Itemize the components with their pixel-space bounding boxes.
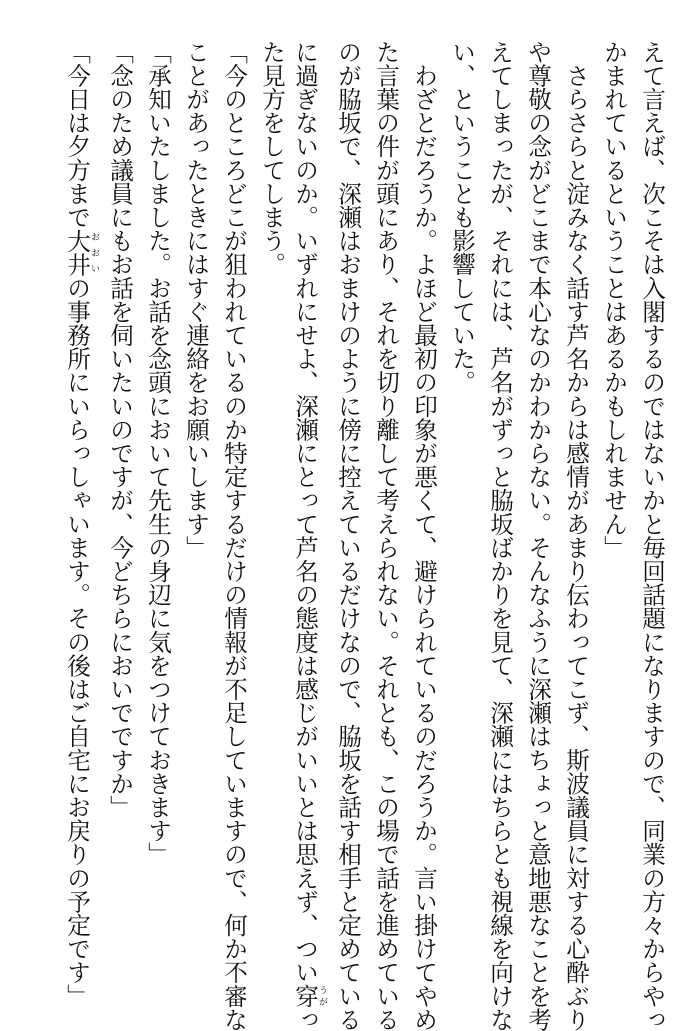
text-line-with-ruby [65, 40, 99, 1008]
text-line: えて言えば、次こそは入閣するのではないかと毎回話題になりますので、同業の方々からやっ [638, 40, 666, 1031]
text-line: た言葉の件が頭にあり、それを切り離して考えられない。それとも、この場で話を進めている [372, 40, 400, 1031]
text-segment: の事務所にいらっしゃいます。その後はご自宅にお戻りの予定です」 [63, 276, 91, 1008]
text-line: わざとだろうか。よほど最初の印象が悪くて、避けられているのだろうか。言い掛けてやめ [410, 40, 438, 1031]
text-line: さらさらと淀みなく話す芦名からは感情があまり伝わってこず、斯波議員に対する心酔ぶり [562, 40, 590, 1031]
text-line: 「今のところどこが狙われているのか特定するだけの情報が不足していますので、何か不審な [220, 40, 248, 1031]
text-segment: っ [291, 1007, 319, 1031]
ruby-reading: うが [317, 984, 327, 1008]
text-line-with-ruby [293, 40, 327, 1031]
text-line: ことがあったときにはすぐ連絡をお願いします」 [182, 40, 210, 560]
text-line: 「承知いたしました。お話を念頭において先生の身辺に気をつけておきます」 [144, 40, 172, 866]
text-line: 「念のため議員にもお話を伺いたいのですが、今どちらにおいでですか」 [106, 40, 134, 819]
ruby-reading: おおい [89, 228, 99, 276]
text-segment: 「今日は夕方まで [63, 40, 91, 229]
text-line: のが脇坂で、深瀬はおまけのように傍に控えているだけなので、脇坂を話す相手と定めている [334, 40, 362, 1031]
text-segment: に過ぎないのか。いずれにせよ、深瀬にとって芦名の態度は感じがいいとは思えず、つい [291, 40, 319, 984]
ruby-word: 大井おおい [63, 228, 99, 277]
text-line: や尊敬の念がどこまで本心なのかわからない。そんなふうに深瀬はちょっと意地悪なことを考 [524, 40, 552, 1031]
text-line: い、ということも影響していた。 [448, 40, 476, 394]
text-line: かまれているということはあるかもしれません」 [600, 40, 628, 560]
text-line: えてしまったが、それには、芦名がずっと脇坂ばかりを見て、深瀬にはちらとも視線を向けな [486, 40, 514, 1031]
text-line: た見方をしてしまう。 [258, 40, 286, 276]
ruby-word: 穿うが [291, 984, 327, 1008]
